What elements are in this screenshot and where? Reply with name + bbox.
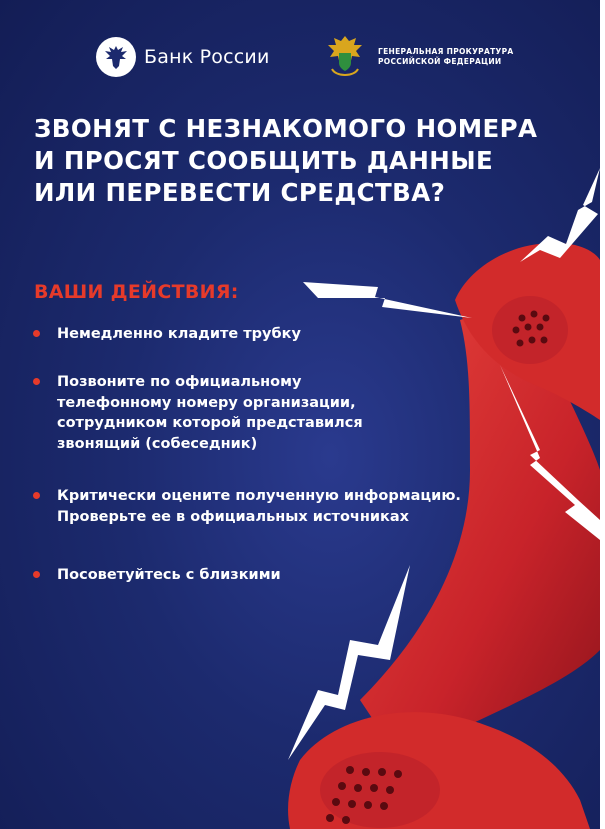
headline — [34, 113, 579, 209]
red-phone-handset-icon — [288, 243, 600, 829]
action-item — [33, 486, 461, 527]
action-text: Позвоните по официальному телефонному номеру организации, сотрудником которой представился звонящий (собеседник) — [57, 374, 363, 452]
bank-of-russia-logo — [96, 37, 270, 77]
action-text: Посоветуйтесь с близкими — [57, 567, 281, 583]
prosecutor-emblem-icon — [322, 33, 368, 81]
prosecutor-line-2: РОССИЙСКОЙ ФЕДЕРАЦИИ — [378, 57, 502, 66]
actions-title: ВАШИ ДЕЙСТВИЯ: — [34, 281, 239, 303]
action-item — [33, 372, 363, 454]
action-text: Критически оцените полученную информацию. Проверьте ее в официальных источниках — [57, 488, 461, 525]
double-headed-eagle-icon — [96, 37, 136, 77]
bullet-icon — [33, 330, 40, 337]
bullet-icon — [33, 378, 40, 385]
prosecutor-line-1: ГЕНЕРАЛЬНАЯ ПРОКУРАТУРА — [378, 47, 514, 56]
headline-text: ЗВОНЯТ С НЕЗНАКОМОГО НОМЕРА И ПРОСЯТ СООБЩИТЬ ДАННЫЕ ИЛИ ПЕРЕВЕСТИ СРЕДСТВА? — [34, 114, 538, 207]
bullet-icon — [33, 571, 40, 578]
action-text: Немедленно кладите трубку — [57, 326, 301, 342]
action-item — [33, 324, 301, 345]
action-item — [33, 565, 281, 586]
bank-name: Банк России — [144, 46, 270, 68]
header — [0, 33, 600, 83]
prosecutor-general-logo — [322, 33, 513, 81]
bullet-icon — [33, 492, 40, 499]
